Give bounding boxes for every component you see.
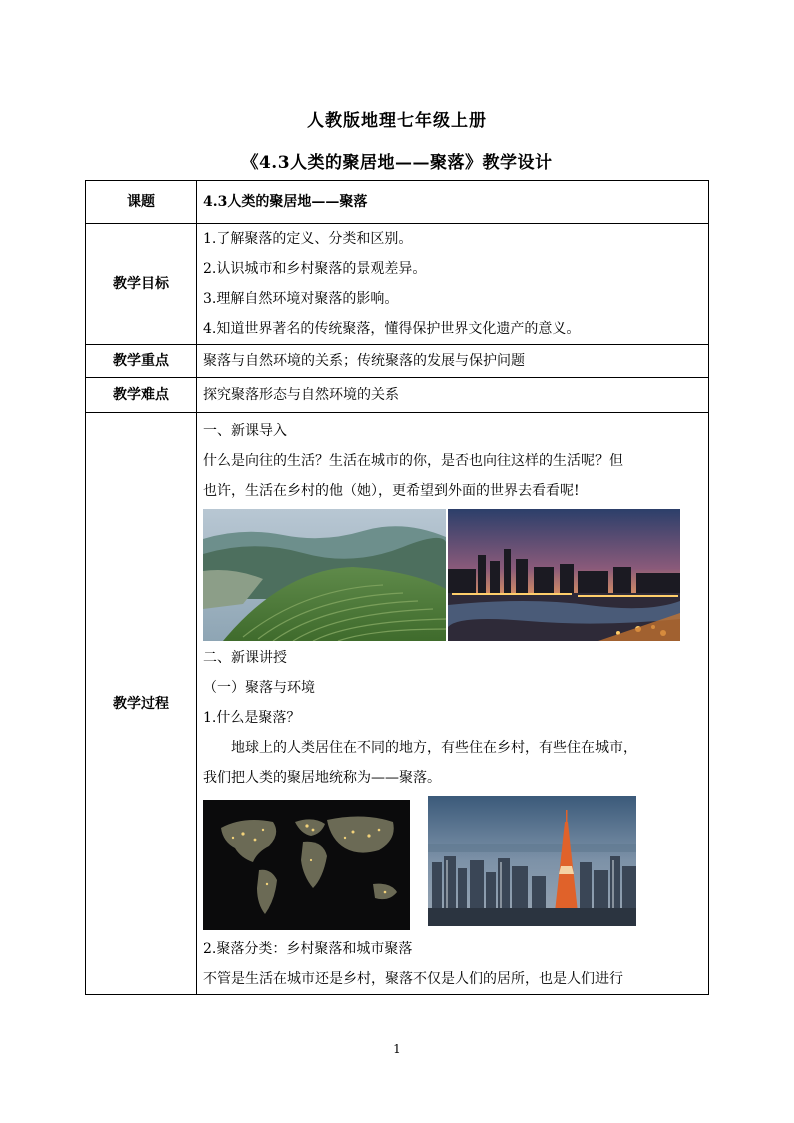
- lesson-plan-table: [85, 180, 709, 995]
- key-points-value: 聚落与自然环境的关系；传统聚落的发展与保护问题: [197, 345, 709, 378]
- topic-label: 课题: [86, 181, 197, 224]
- tea-mountain-photo: [203, 509, 446, 641]
- tokyo-tower-photo: [428, 796, 636, 926]
- row-difficulty: [86, 378, 709, 413]
- sub1-heading: （一）聚落与环境: [203, 680, 315, 696]
- goal-item: 2.认识城市和乡村聚落的景观差异。: [203, 261, 427, 277]
- goal-item: 3.理解自然环境对聚落的影响。: [203, 291, 399, 307]
- difficulty-value: 探究聚落形态与自然环境的关系: [197, 378, 709, 413]
- goal-item: 4.知道世界著名的传统聚落，懂得保护世界文化遗产的意义。: [203, 321, 581, 337]
- continuation-line: 不管是生活在城市还是乡村，聚落不仅是人们的居所，也是人们进行: [203, 971, 623, 987]
- process-label: 教学过程: [86, 413, 197, 995]
- document-title: 人教版地理七年级上册: [307, 111, 487, 131]
- definition-line: 我们把人类的聚居地统称为——聚落。: [203, 770, 441, 786]
- row-topic: [86, 181, 709, 224]
- question-2: 2.聚落分类：乡村聚落和城市聚落: [203, 941, 413, 957]
- row-key-points: [86, 345, 709, 378]
- document-subtitle: 《4.3人类的聚居地——聚落》教学设计: [241, 153, 553, 173]
- night-city-photo: [448, 509, 680, 641]
- intro-heading: 一、新课导入: [203, 423, 287, 439]
- section2-heading: 二、新课讲授: [203, 650, 287, 666]
- row-goals: [86, 224, 709, 345]
- intro-paragraph-line: 也许，生活在乡村的他（她），更希望到外面的世界去看看呢!: [203, 483, 580, 499]
- process-value: [197, 413, 709, 995]
- goals-value: [197, 224, 709, 345]
- world-night-map-photo: [203, 800, 410, 930]
- topic-value: 4.3人类的聚居地——聚落: [197, 181, 709, 224]
- goal-item: 1.了解聚落的定义、分类和区别。: [203, 231, 413, 247]
- page-number: 1: [393, 1042, 401, 1056]
- row-process: [86, 413, 709, 995]
- question-1: 1.什么是聚落？: [203, 710, 301, 726]
- goals-label: 教学目标: [86, 224, 197, 345]
- intro-image-row: [203, 509, 708, 643]
- settlement-image-row: [203, 796, 708, 930]
- key-points-label: 教学重点: [86, 345, 197, 378]
- definition-line: 地球上的人类居住在不同的地方，有些住在乡村，有些住在城市，: [231, 740, 637, 756]
- intro-paragraph-line: 什么是向往的生活？生活在城市的你，是否也向往这样的生活呢？但: [203, 453, 623, 469]
- difficulty-label: 教学难点: [86, 378, 197, 413]
